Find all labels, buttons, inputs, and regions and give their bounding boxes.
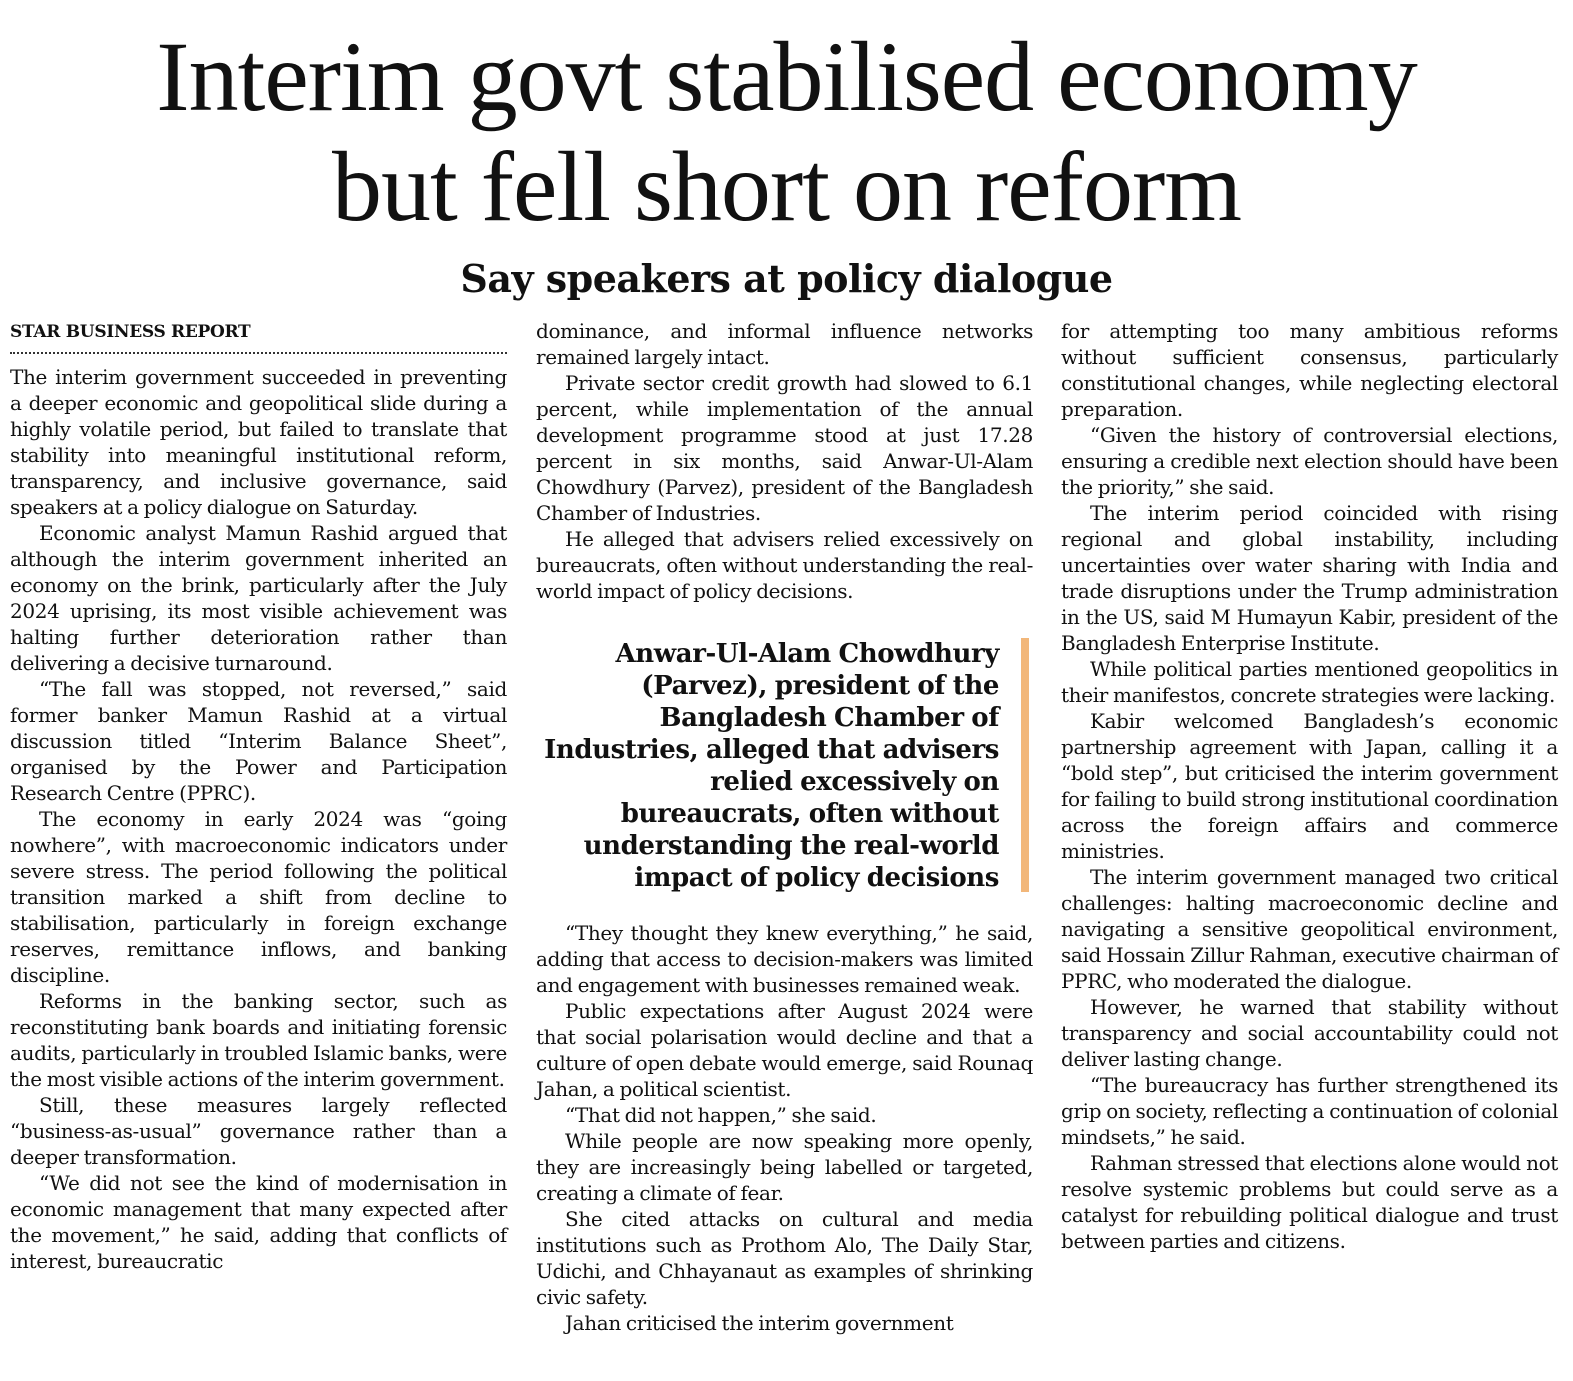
byline: STAR BUSINESS REPORT bbox=[10, 318, 507, 354]
paragraph: dominance, and informal influence networks remained largely intact. bbox=[536, 319, 1033, 369]
subheadline: Say speakers at policy dialogue bbox=[460, 256, 1113, 301]
paragraph: “We did not see the kind of modernisation in economic management that many expected after the movement,” he said, adding that conflicts of interest, bureaucratic bbox=[10, 1171, 507, 1273]
paragraph: “The fall was stopped, not reversed,” said former banker Mamun Rashid at a virtual discussion titled “Interim Balance Sheet”, organised by the Power and Participation Research Centre (PPRC). bbox=[10, 677, 507, 805]
paragraph: “They thought they knew everything,” he said, adding that access to decision-makers was limited and engagement with businesses remained weak. bbox=[536, 921, 1033, 997]
paragraph: She cited attacks on cultural and media institutions such as Prothom Alo, The Daily Star, Udichi, and Chhayanaut as examples of shrinking civic safety. bbox=[536, 1207, 1033, 1309]
paragraph: Private sector credit growth had slowed to 6.1 percent, while implementation of the annual development programme stood at just 17.28 percent in six months, said Anwar-Ul-Alam Chowdhury (Parvez), president of the Bangladesh Chamber of Industries. bbox=[536, 371, 1033, 525]
paragraph: While people are now speaking more openly, they are increasingly being labelled or targeted, creating a climate of fear. bbox=[536, 1129, 1033, 1205]
column-2 bbox=[536, 318, 1033, 1336]
headline-line-2: but fell short on reform bbox=[331, 131, 1242, 242]
paragraph: Reforms in the banking sector, such as reconstituting bank boards and initiating forensic audits, particularly in troubled Islamic banks, were the most visible actions of the interim government. bbox=[10, 989, 507, 1091]
paragraph: “The bureaucracy has further strengthened its grip on society, reflecting a continuation of colonial mindsets,” he said. bbox=[1061, 1073, 1558, 1149]
headline bbox=[0, 22, 1573, 242]
paragraph: He alleged that advisers relied excessively on bureaucrats, often without understanding the real-world impact of policy decisions. bbox=[536, 527, 1033, 603]
paragraph: Still, these measures largely reflected “business-as-usual” governance rather than a deeper transformation. bbox=[10, 1093, 507, 1169]
pull-quote-text: Anwar-Ul-Alam Chowdhury (Parvez), president of the Bangladesh Chamber of Industries, alleged that advisers relied excessively on bureaucrats, often without understanding the real-world impact of policy decisions bbox=[544, 639, 999, 893]
paragraph: for attempting too many ambitious reforms without sufficient consensus, particularly constitutional changes, while neglecting electoral preparation. bbox=[1061, 319, 1558, 421]
paragraph: The interim period coincided with rising regional and global instability, including uncertainties over water sharing with India and trade disruptions under the Trump administration in the US, said M Humayun Kabir, president of the Bangladesh Enterprise Institute. bbox=[1061, 501, 1558, 655]
paragraph: Kabir welcomed Bangladesh’s economic partnership agreement with Japan, calling it a “bold step”, but criticised the interim government for failing to build strong institutional coordination across the foreign affairs and commerce ministries. bbox=[1061, 709, 1558, 863]
paragraph: Jahan criticised the interim government bbox=[565, 1311, 954, 1335]
column-3 bbox=[1061, 318, 1558, 1254]
paragraph: Public expectations after August 2024 were that social polarisation would decline and that a culture of open debate would emerge, said Rounaq Jahan, a political scientist. bbox=[536, 999, 1033, 1101]
paragraph: The interim government succeeded in preventing a deeper economic and geopolitical slide during a highly volatile period, but failed to translate that stability into meaningful institutional reform, transparency, and inclusive governance, said speakers at a policy dialogue on Saturday. bbox=[10, 365, 507, 519]
pull-quote-accent-bar bbox=[1021, 638, 1029, 892]
headline-line-1: Interim govt stabilised economy bbox=[156, 21, 1417, 132]
paragraph: “That did not happen,” she said. bbox=[565, 1103, 877, 1127]
paragraph: While political parties mentioned geopolitics in their manifestos, concrete strategies were lacking. bbox=[1061, 657, 1558, 707]
paragraph: The interim government managed two critical challenges: halting macroeconomic decline and navigating a sensitive geopolitical environment, said Hossain Zillur Rahman, executive chairman of PPRC, who moderated the dialogue. bbox=[1061, 865, 1558, 993]
paragraph: However, he warned that stability without transparency and social accountability could not deliver lasting change. bbox=[1061, 995, 1558, 1071]
paragraph: The economy in early 2024 was “going nowhere”, with macroeconomic indicators under severe stress. The period following the political transition marked a shift from decline to stabilisation, particularly in foreign exchange reserves, remittance inflows, and banking discipline. bbox=[10, 807, 507, 987]
paragraph: Rahman stressed that elections alone would not resolve systemic problems but could serve as a catalyst for rebuilding political dialogue and trust between parties and citizens. bbox=[1061, 1151, 1558, 1253]
paragraph: “Given the history of controversial elections, ensuring a credible next election should have been the priority,” she said. bbox=[1061, 423, 1558, 499]
column-1 bbox=[10, 318, 507, 1274]
paragraph: Economic analyst Mamun Rashid argued that although the interim government inherited an economy on the brink, particularly after the July 2024 uprising, its most visible achievement was halting further deterioration rather than delivering a decisive turnaround. bbox=[10, 521, 507, 675]
pull-quote bbox=[536, 638, 1033, 893]
